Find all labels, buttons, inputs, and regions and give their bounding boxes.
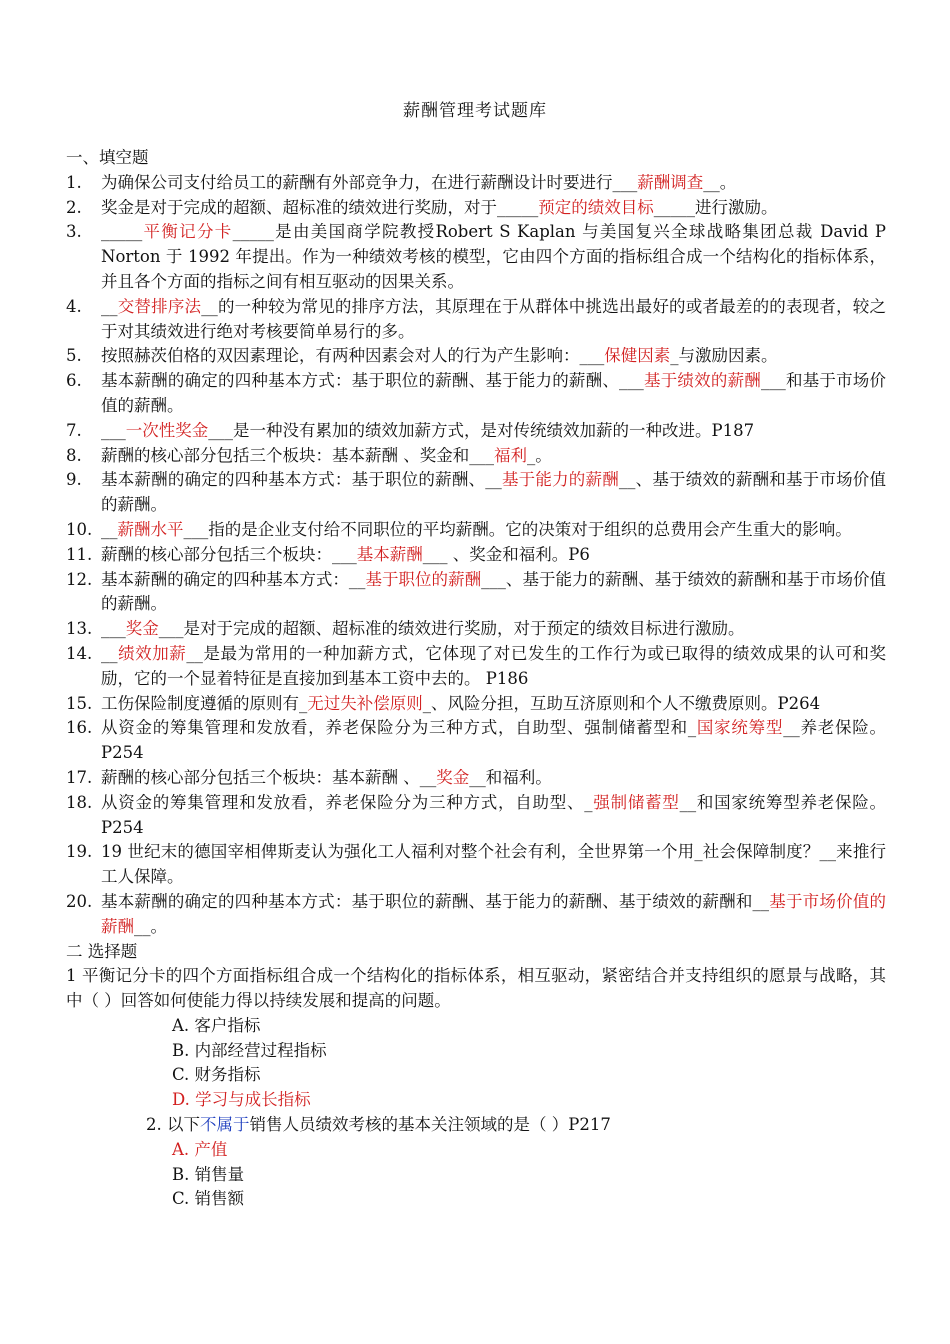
question-fragment: 19 世纪末的德国宰相俾斯麦认为强化工人福利对整个社会有利，全世界第一个用_社会保障制度？__来推行工人保障。 xyxy=(101,842,886,887)
question-text xyxy=(101,617,886,642)
question-number: 16. xyxy=(66,718,93,738)
question-number: 5. xyxy=(66,346,82,366)
question-fragment: _、风险分担，互助互济原则和个人不缴费原则。P264 xyxy=(422,693,821,713)
question-fragment: __是最为常用的一种加薪方式，它体现了对已发生的工作行为或已取得的绩效成果的认可和奖励，它的一个显着特征是直接加到基本工资中去的。 P186 xyxy=(101,643,887,688)
question-fragment: ___ xyxy=(101,619,126,639)
question-number: 2. xyxy=(66,197,82,217)
fill-in-question xyxy=(66,642,886,692)
answer-text: 预定的绩效目标 xyxy=(538,197,654,217)
mc-question-1-options xyxy=(66,1014,886,1113)
question-text xyxy=(101,543,886,568)
question-fragment: 基本薪酬的确定的四种基本方式：基于职位的薪酬、基于能力的薪酬、基于绩效的薪酬和__ xyxy=(101,891,770,911)
option: C. 财务指标 xyxy=(172,1065,261,1085)
question-number: 3. xyxy=(66,222,82,242)
question-fragment: _____是由美国商学院教授Robert S Kaplan 与美国复兴全球战略集团总裁 David P Norton 于 1992 年提出。作为一种绩效考核的模型，它由四个方面的指标组合成一个结构化的指标体系，并且各个方面的指标之间有相互驱动的因果关系。 xyxy=(101,222,887,291)
question-text xyxy=(101,791,886,841)
fill-in-question xyxy=(66,791,886,841)
question-fragment: 从资金的筹集管理和发放看，养老保险分为三种方式，自助型、强制储蓄型和_ xyxy=(101,718,697,738)
option: A. 客户指标 xyxy=(172,1015,261,1035)
question-text xyxy=(101,766,886,791)
fill-in-question xyxy=(66,295,886,345)
question-number: 6. xyxy=(66,371,82,391)
question-number: 15. xyxy=(66,693,93,713)
question-text xyxy=(101,344,886,369)
fill-in-question xyxy=(66,468,886,518)
question-number: 8. xyxy=(66,445,82,465)
fill-in-question xyxy=(66,716,886,766)
fill-in-question xyxy=(66,617,886,642)
fill-in-question-list xyxy=(66,171,886,940)
question-text xyxy=(101,518,886,543)
fill-in-question xyxy=(66,543,886,568)
answer-text: 基于职位的薪酬 xyxy=(365,569,482,589)
fill-in-question xyxy=(66,220,886,294)
answer-text: 薪酬调查 xyxy=(637,172,704,192)
question-fragment: 从资金的筹集管理和发放看，养老保险分为三种方式，自助型、_ xyxy=(101,792,593,812)
question-text xyxy=(101,890,886,940)
question-fragment: 基本薪酬的确定的四种基本方式：__ xyxy=(101,569,366,589)
question-fragment: ___是对于完成的超额、超标准的绩效进行奖励，对于预定的绩效目标进行激励。 xyxy=(158,619,745,639)
question-fragment: _与激励因素。 xyxy=(670,346,778,366)
question-fragment: _____ xyxy=(101,222,143,242)
question-fragment: 薪酬的核心部分包括三个板块：基本薪酬 、奖金和___ xyxy=(101,445,494,465)
question-fragment: 为确保公司支付给员工的薪酬有外部竞争力，在进行薪酬设计时要进行___ xyxy=(101,172,638,192)
question-number: 18. xyxy=(66,792,93,812)
answer-option: A. 产值 xyxy=(172,1139,228,1159)
question-fragment: __养老保险。P254 xyxy=(101,718,887,763)
fill-in-question xyxy=(66,840,886,890)
answer-text: 绩效加薪 xyxy=(117,643,187,663)
question-text xyxy=(101,171,886,196)
question-text xyxy=(101,419,886,444)
answer-text: 强制储蓄型 xyxy=(592,792,680,812)
question-text xyxy=(101,369,886,419)
question-fragment: __ xyxy=(101,643,118,663)
answer-text: 基于绩效的薪酬 xyxy=(643,371,761,391)
question-number: 17. xyxy=(66,767,93,787)
question-fragment: 按照赫茨伯格的双因素理论，有两种因素会对人的行为产生影响：___ xyxy=(101,346,605,366)
question-text xyxy=(101,196,886,221)
answer-text: 无过失补偿原则 xyxy=(307,693,423,713)
fill-in-question xyxy=(66,196,886,221)
mc-question-1-stem: 1 平衡记分卡的四个方面指标组合成一个结构化的指标体系，相互驱动，紧密结合并支持组织的愿景与战略，其中（ ）回答如何使能力得以持续发展和提高的问题。 xyxy=(66,966,886,1011)
answer-text: 基本薪酬 xyxy=(356,544,423,564)
section1-heading: 一、填空题 xyxy=(66,148,149,167)
answer-text: 平衡记分卡 xyxy=(142,222,233,242)
answer-text: 基于能力的薪酬 xyxy=(501,470,619,490)
question-fragment: 奖金是对于完成的超额、超标准的绩效进行奖励，对于_____ xyxy=(101,197,539,217)
answer-text: 基于市场价值的薪酬 xyxy=(101,891,887,936)
question-fragment: __ xyxy=(101,296,118,316)
question-text xyxy=(101,220,886,294)
answer-text: 奖金 xyxy=(125,619,159,639)
question-text xyxy=(101,692,886,717)
mc-question-2-stem xyxy=(146,1113,886,1138)
fill-in-question xyxy=(66,766,886,791)
question-fragment: __的一种较为常见的排序方法，其原理在于从群体中挑选出最好的或者最差的的表现者，较之于对其绩效进行绝对考核要简单易行的多。 xyxy=(101,296,887,341)
question-fragment: ___是一种没有累加的绩效加薪方式，是对传统绩效加薪的一种改进。P187 xyxy=(208,420,755,440)
answer-text: 薪酬水平 xyxy=(117,519,184,539)
question-text xyxy=(101,444,886,469)
question-fragment: ___ xyxy=(101,420,126,440)
question-fragment: 基本薪酬的确定的四种基本方式：基于职位的薪酬、基于能力的薪酬、___ xyxy=(101,371,644,391)
answer-text: 国家统筹型 xyxy=(696,718,784,738)
question-fragment: _。 xyxy=(527,445,552,465)
fill-in-question xyxy=(66,890,886,940)
fill-in-question xyxy=(66,419,886,444)
page-title: 薪酬管理考试题库 xyxy=(403,101,547,121)
question-number: 13. xyxy=(66,619,93,639)
question-text xyxy=(101,568,886,618)
answer-text: 保健因素 xyxy=(604,346,671,366)
question-number: 9. xyxy=(66,470,82,490)
mc-question-2-keyword: 不属于 xyxy=(200,1115,250,1135)
option: B. 销售量 xyxy=(172,1164,245,1184)
fill-in-question xyxy=(66,171,886,196)
document-body xyxy=(66,146,886,1212)
question-number: 14. xyxy=(66,643,93,663)
section2-heading: 二 选择题 xyxy=(66,941,138,961)
question-number: 1. xyxy=(66,172,82,192)
fill-in-question xyxy=(66,692,886,717)
question-text xyxy=(101,716,886,766)
question-text xyxy=(101,295,886,345)
fill-in-question xyxy=(66,518,886,543)
question-fragment: 工伤保险制度遵循的原则有_ xyxy=(101,693,308,713)
question-fragment: ___、基于能力的薪酬、基于绩效的薪酬和基于市场价值的薪酬。 xyxy=(101,569,887,614)
question-fragment: __、基于绩效的薪酬和基于市场价值的薪酬。 xyxy=(101,470,887,515)
question-fragment: 薪酬的核心部分包括三个板块：基本薪酬 、__ xyxy=(101,767,437,787)
fill-in-question xyxy=(66,369,886,419)
question-fragment: ___和基于市场价值的薪酬。 xyxy=(101,371,887,415)
question-text xyxy=(101,840,886,890)
mc-question-2-stem-post: 销售人员绩效考核的基本关注领域的是（ ）P217 xyxy=(249,1115,611,1135)
answer-text: 福利 xyxy=(494,445,527,465)
option: B. 内部经营过程指标 xyxy=(172,1040,327,1060)
question-fragment: __和福利。 xyxy=(469,767,552,787)
fill-in-question xyxy=(66,444,886,469)
question-number: 20. xyxy=(66,891,93,911)
fill-in-question xyxy=(66,344,886,369)
mc-question-2 xyxy=(66,1113,886,1212)
question-number: 10. xyxy=(66,519,93,539)
question-fragment: __和国家统筹型养老保险。P254 xyxy=(101,792,887,837)
question-number: 12. xyxy=(66,569,93,589)
question-text xyxy=(101,642,886,692)
question-fragment: ___指的是企业支付给不同职位的平均薪酬。它的决策对于组织的总费用会产生重大的影响。 xyxy=(183,519,852,539)
question-number: 19. xyxy=(66,842,93,862)
option: C. 销售额 xyxy=(172,1189,245,1209)
question-fragment: _____进行激励。 xyxy=(653,197,778,217)
question-fragment: __。 xyxy=(134,916,167,936)
fill-in-question xyxy=(66,568,886,618)
question-fragment: ___ 、奖金和福利。P6 xyxy=(422,544,590,564)
mc-question-2-options xyxy=(146,1138,886,1212)
question-number: 7. xyxy=(66,420,82,440)
answer-text: 交替排序法 xyxy=(117,296,202,316)
mc-question-2-number: 2. xyxy=(146,1115,162,1135)
question-text xyxy=(101,468,886,518)
question-number: 4. xyxy=(66,296,82,316)
answer-option: D. 学习与成长指标 xyxy=(172,1090,311,1110)
question-fragment: __ xyxy=(101,519,118,539)
question-number: 11. xyxy=(66,544,93,564)
answer-text: 奖金 xyxy=(436,767,470,787)
question-fragment: 基本薪酬的确定的四种基本方式：基于职位的薪酬、__ xyxy=(101,470,502,490)
question-fragment: __。 xyxy=(703,172,737,192)
mc-question-2-stem-pre: 以下 xyxy=(161,1115,200,1135)
question-fragment: 薪酬的核心部分包括三个板块：___ xyxy=(101,544,357,564)
answer-text: 一次性奖金 xyxy=(125,420,209,440)
